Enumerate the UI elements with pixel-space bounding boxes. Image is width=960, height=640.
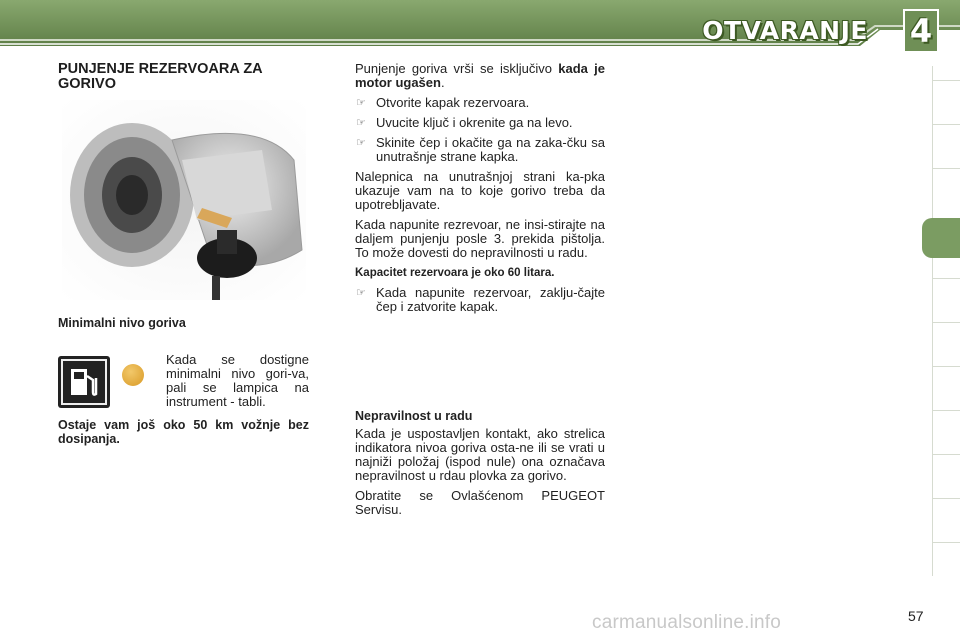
malfunction-heading: Nepravilnost u radu <box>355 409 473 423</box>
chapter-tabs <box>920 66 960 576</box>
watermark: carmanualsonline.info <box>592 612 782 633</box>
contact-paragraph: Obratite se Ovlašćenom PEUGEOT Servisu. <box>355 488 605 517</box>
refuel-warning-paragraph: Kada napunite rezrevoar, ne insi-stirajte na daljem punjenju posle 3. prekida pištolja. To može dovesti do nepravilnosti u radu. <box>355 217 605 260</box>
chapter-number: 4 <box>909 12 933 50</box>
lamp-description: Kada se dostigne minimalni nivo gori-va, pali se lampica na instrument - tabli. <box>166 352 309 409</box>
list-item <box>355 286 605 314</box>
chapter-tab-11[interactable] <box>932 542 960 583</box>
label-paragraph: Nalepnica na unutrašnjoj strani ka-pka ukazuje vam na to koje gorivo treba da upotrebljavate. <box>355 169 605 212</box>
pointing-hand-icon: ☞ <box>356 287 366 299</box>
step-text: Uvucite ključ i okrenite ga na levo. <box>376 115 573 130</box>
instructions-column <box>355 62 605 320</box>
chapter-tab-7[interactable] <box>932 366 960 407</box>
chapter-tab-10[interactable] <box>932 498 960 539</box>
malfunction-section <box>355 409 605 523</box>
chapter-tab-9[interactable] <box>932 454 960 495</box>
chapter-tab-6[interactable] <box>932 322 960 363</box>
pointing-hand-icon: ☞ <box>356 117 366 129</box>
step-text: Kada napunite rezervoar, zaklju-čajte čep i zatvorite kapak. <box>376 285 605 314</box>
list-item <box>355 116 605 130</box>
chapter-title: OTVARANJE <box>702 16 868 45</box>
section-heading: PUNJENJE REZERVOARA ZA GORIVO <box>58 61 263 92</box>
step-text: Otvorite kapak rezervoara. <box>376 95 530 110</box>
chapter-tab-8[interactable] <box>932 410 960 451</box>
step-text: Skinite čep i okačite ga na zaka-čku sa unutrašnje strane kapka. <box>376 135 605 164</box>
list-item <box>355 96 605 110</box>
malfunction-paragraph: Kada je uspostavljen kontakt, ako strelica indikatora nivoa goriva osta-ne ili se vrati u najniži položaj (ispod nule) ona označava nepravilnost u rdau plovka za gorivo. <box>355 426 605 483</box>
chapter-tab-5[interactable] <box>932 278 960 319</box>
pointing-hand-icon: ☞ <box>356 97 366 109</box>
intro-text: Punjenje goriva vrši se isključivo <box>355 61 552 76</box>
list-item <box>355 136 605 164</box>
intro-bold-text: kada je motor ugašen <box>355 61 605 90</box>
chapter-tab-4-active[interactable] <box>922 218 960 258</box>
intro-end: . <box>440 75 445 90</box>
chapter-tab-1[interactable] <box>932 80 960 121</box>
figure-caption: Minimalni nivo goriva <box>58 316 186 330</box>
pointing-hand-icon: ☞ <box>356 137 366 149</box>
range-note: Ostaje vam još oko 50 km vožnje bez dosipanja. <box>58 418 309 446</box>
page-number: 57 <box>908 608 924 624</box>
fuel-cap-photo <box>62 100 306 300</box>
fuel-pump-icon <box>58 356 110 408</box>
warning-lamp-icon <box>122 364 144 386</box>
intro-paragraph <box>355 62 605 90</box>
chapter-tab-2[interactable] <box>932 124 960 165</box>
tank-capacity: Kapacitet rezervoara je oko 60 litara. <box>355 267 555 279</box>
chapter-tab-3[interactable] <box>932 168 960 209</box>
